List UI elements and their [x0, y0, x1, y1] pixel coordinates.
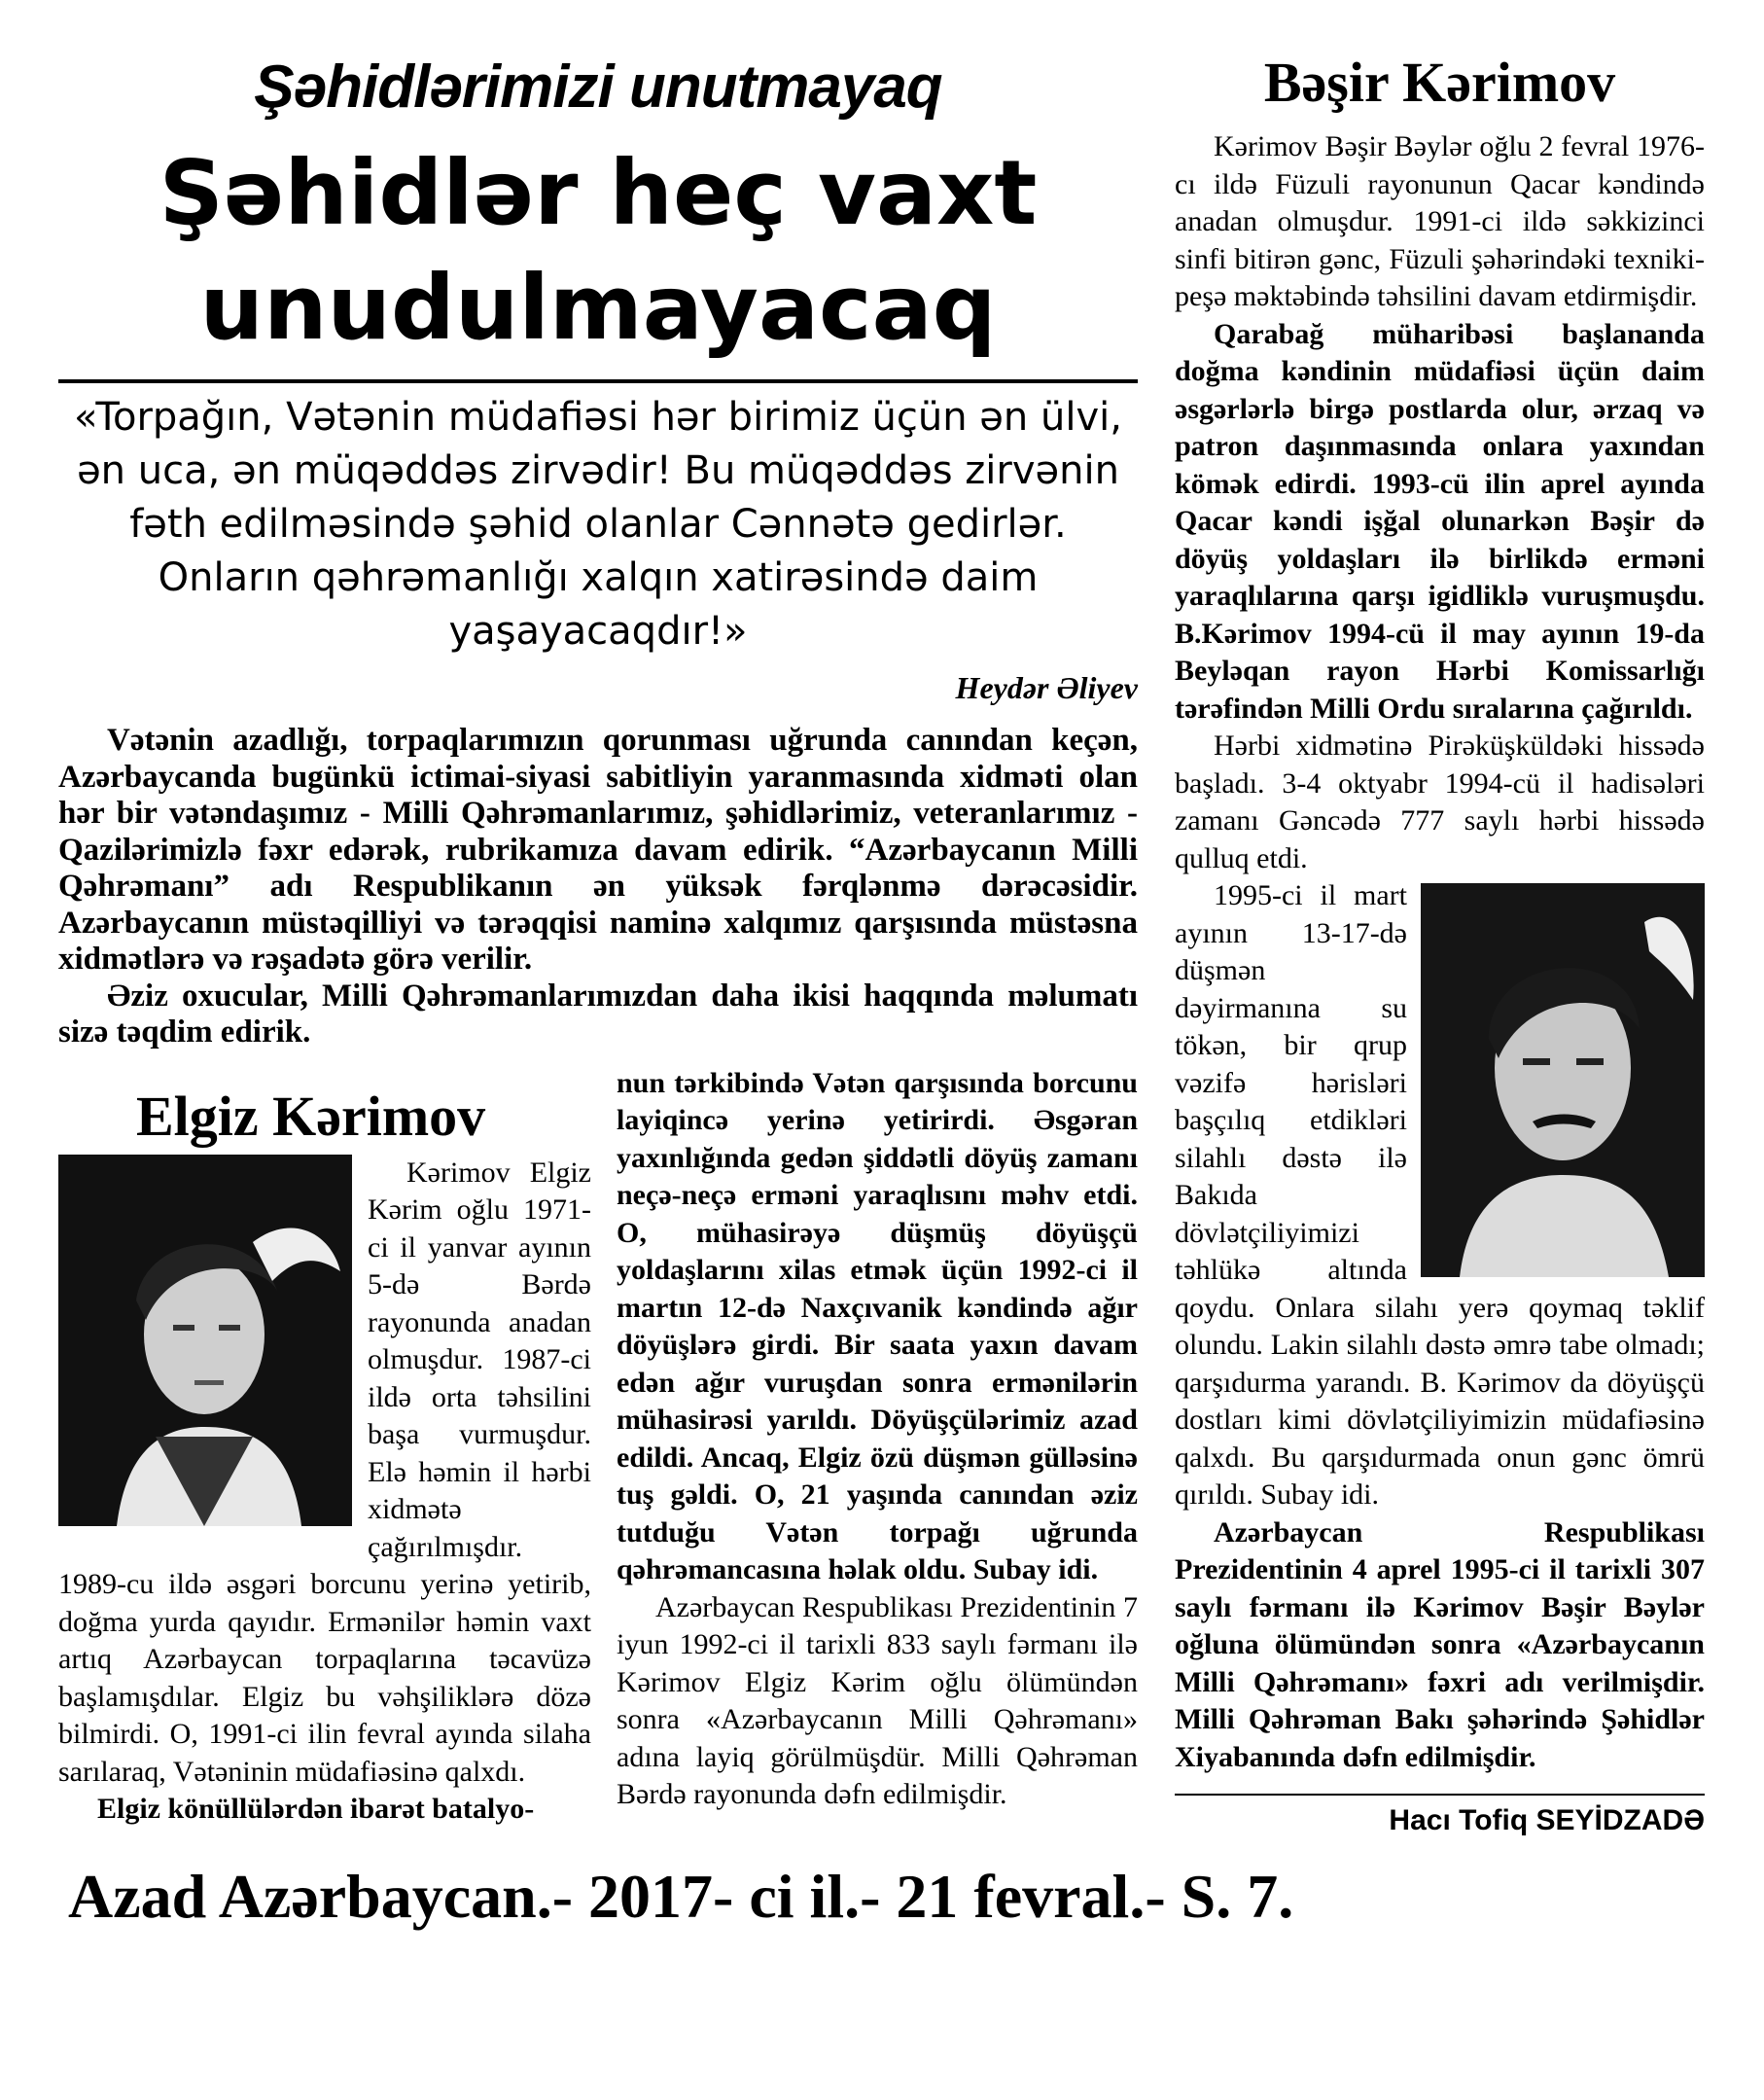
source-citation: Azad Azərbaycan.- 2017- ci il.- 21 fevral.- S. 7.: [68, 1862, 1294, 1931]
epigraph-quote: «Torpağın, Vətənin müdafiəsi hər birimiz üçün ən ülvi, ən uca, ən müqəddəs zirvədir! Bu müqəddəs zirvənin fəth edilməsində şəhid olanlar Cənnətə gedirlər. Onların qəhrəmanlığı xalqın xatirəsində daim yaşayacaqdır!»: [74, 395, 1122, 654]
intro-paragraph: Əziz oxucular, Milli Qəhrəmanlarımızdan daha ikisi haqqında məlumatı sizə təqdim edirik.: [58, 978, 1138, 1050]
basir-paragraph: Kərimov Bəşir Bəylər oğlu 2 fevral 1976-cı ildə Füzuli rayonunun Qacar kəndində anadan olmuşdur. 1991-ci ildə səkkizinci sinfi bitirən gənc, Füzuli şəhərindəki texniki-peşə məktəbində təhsilini davam etdirmişdir.: [1175, 130, 1705, 312]
elgiz-article: [58, 1065, 1138, 1829]
quote-author: Heydər Əliyev: [955, 670, 1138, 705]
right-area: [1175, 49, 1705, 1840]
elgiz-paragraph: nun tərkibində Vətən qarşısında borcunu layiqincə yerinə yetirirdi. Əsgəran yaxınlığında gedən şiddətli döyüş zamanı neçə-neçə erməni yaraqlısını məhv etdi. O, mühasirəyə düşmüş döyüşçü yoldaşlarını xilas etmək üçün 1992-ci il martın 12-də Naxçıvanik kəndində ağır döyüşlərə girdi. Bir saata yaxın davam edən ağır vuruşdan sonra ermənilərin mühasirəsi yarıldı. Döyüşçülərimiz azad edildi. Ancaq, Elgiz özü düşmən gülləsinə tuş gəldi. O, 21 yaşında canından əziz tutduğu Vətən torpağı uğrunda qəhrəmancasına həlak oldu. Subay idi.: [617, 1066, 1138, 1585]
author-signature: Hacı Tofiq SEYİDZADƏ: [1389, 1804, 1705, 1836]
basir-portrait-photo: [1421, 883, 1705, 1277]
basir-paragraph: Azərbaycan Respublikası Prezidentinin 4 aprel 1995-ci il tarixli 307 saylı fərmanı ilə Kərimov Bəşir Bəylər oğluna ölümündən sonra «Azərbaycanın Milli Qəhrəmanı» fəxri adı verilmişdir. Milli Qəhrəman Bakı şəhərində Şəhidlər Xiyabanında dəfn edilmişdir.: [1175, 1515, 1705, 1773]
basir-column: [1175, 128, 1705, 1776]
title-divider: [58, 379, 1138, 383]
title-line-1: Şəhidlər heç vaxt: [159, 141, 1038, 245]
basir-paragraph: Qarabağ müharibəsi başlananda doğma kəndinin müdafiəsi üçün daim əsgərlərlə birgə postlarda olur, ərzaq və patron daşınmasında onlara yaxından kömək edirdi. 1993-cü ilin aprel ayında Qacar kəndi işğal olunarkən Bəşir də döyüş yoldaşları ilə birlikdə erməni yaraqlılarına qarşı igidliklə vuruşmuşdu. B.Kərimov 1994-cü il may ayının 19-da Beyləqan rayon Hərbi Komissarlığı tərəfindən Milli Ordu sıralarına çağırıldı.: [1175, 317, 1705, 725]
elgiz-paragraph: Azərbaycan Respublikası Prezidentinin 7 iyun 1992-ci il tarixli 833 saylı fərmanı ilə Kərimov Elgiz Kərim oğlu ölümündən sonra «Azərbaycanın Milli Qəhrəmanı» adına layiq görülmüşdür. Milli Qəhrəman Bərdə rayonunda dəfn edilmişdir.: [617, 1590, 1138, 1810]
elgiz-column-1: [58, 1065, 591, 1829]
basir-paragraph: Hərbi xidmətinə Pirəküşküldəki hissədə başladı. 3-4 oktyabr 1994-cü il hadisələri zamanı Gəncədə 777 saylı hərbi hissədə qulluq etdi.: [1175, 730, 1705, 874]
basir-heading: Bəşir Kərimov: [1263, 51, 1616, 114]
elgiz-column-2: [617, 1065, 1138, 1814]
elgiz-portrait-photo: [58, 1155, 352, 1526]
elgiz-heading: Elgiz Kərimov: [136, 1084, 486, 1148]
page-body: [58, 49, 1706, 1840]
rubric-heading: Şəhidlərimizi unutmayaq: [254, 53, 942, 121]
basir-paragraph: 1995-ci il mart ayının 13-17-də düşmən dəyirmanına su tökən, bir qrup vəzifə hərisləri başçılıq etdikləri silahlı dəstə ilə Bakıda dövlətçiliyimizi təhlükə altında qoydu. Onlara silahı yerə qoymaq təklif olundu. Lakin silahlı dəstə əmrə tabe olmadı; qarşıdurma yarandı. B. Kərimov da döyüşçü dostları kimi dövlətçiliyimizin müdafiəsinə qalxdı. Bu qarşıdurmada onun gənc ömrü qırıldı. Subay idi.: [1175, 879, 1705, 1511]
elgiz-paragraph: Elgiz könüllülərdən ibarət batalyo-: [97, 1793, 535, 1825]
signature-divider: [1175, 1794, 1705, 1796]
intro-paragraph: Vətənin azadlığı, torpaqlarımızın qorunması uğrunda canından keçən, Azərbaycanda bugünkü ictimai-siyasi sabitliyin yaranmasında xidməti olan hər bir vətəndaşımız - Milli Qəhrəmanlarımız, şəhidlərimiz, veteranlarımız - Qazilərimizlə fəxr edərək, rubrikamıza davam edirik. “Azərbaycanın Milli Qəhrəmanı” adı Respublikanın ən yüksək fərqlənmə dərəcəsidir. Azərbaycanın müstəqilliyi və tərəqqisi naminə xalqımız qarşısında müstəsna xidmətlərə və rəşadətə görə verilir.: [58, 723, 1138, 977]
elgiz-paragraph: Kərimov Elgiz Kərim oğlu 1971-ci il yanvar ayının 5-də Bərdə rayonunda anadan olmuşdur. 1987-ci ildə orta təhsilini başa vurmuşdur. Elə həmin il hərbi xidmətə çağırılmışdır. 1989-cu ildə əsgəri borcunu yerinə yetirib, doğma yurda qayıdır. Ermənilər həmin vaxt artıq Azərbaycan torpaqlarına təcavüzə başlamışdılar. Elgiz bu vəhşiliklərə dözə bilmirdi. O, 1991-ci ilin fevral ayında silaha sarılaraq, Vətəninin müdafiəsinə qalxdı.: [58, 1156, 591, 1788]
article-title: [58, 136, 1138, 366]
title-line-2: unudulmayacaq: [199, 256, 997, 360]
intro-text: [58, 723, 1138, 1051]
left-area: [58, 49, 1138, 1829]
